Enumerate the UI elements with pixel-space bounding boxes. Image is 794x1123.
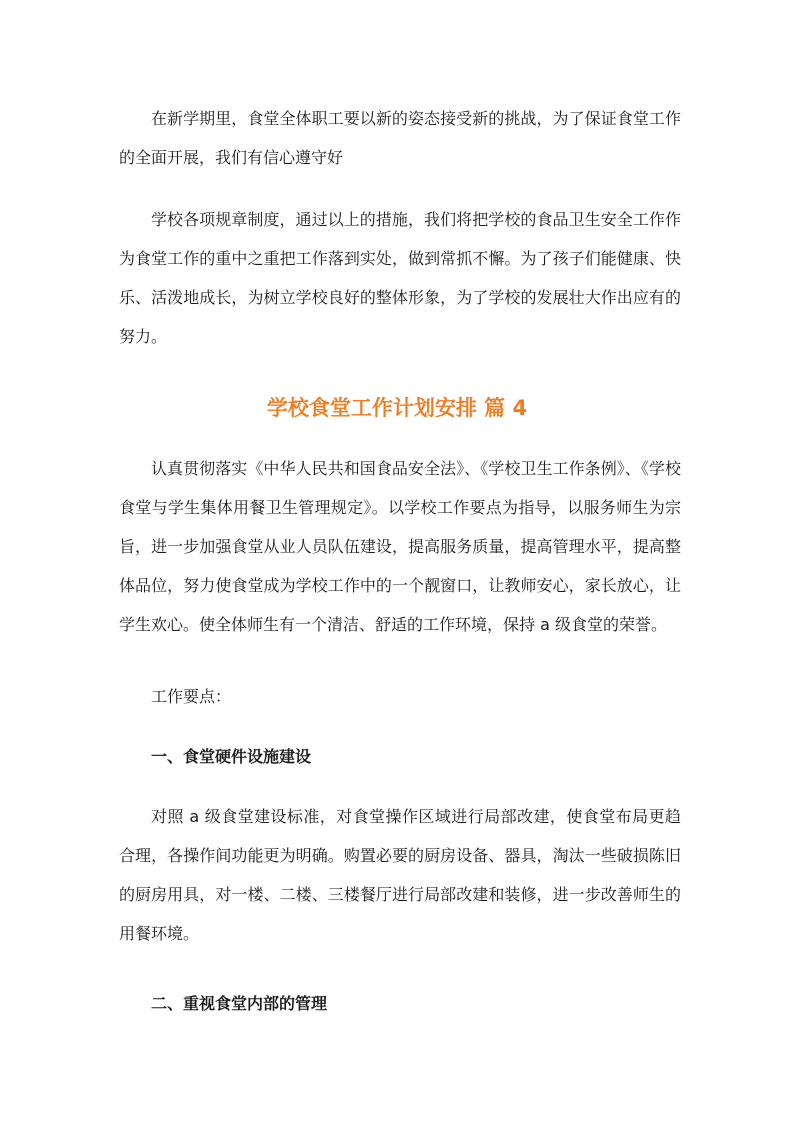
subheading-internal-management: 二、重视食堂内部的管理 — [151, 994, 328, 1013]
subheading-hardware: 一、食堂硬件设施建设 — [151, 747, 312, 766]
paragraph-work-points: 工作要点： — [151, 687, 232, 706]
section-heading: 学校食堂工作计划安排 篇 4 — [266, 396, 528, 420]
paragraph-implementation: 认真贯彻落实《中华人民共和国食品安全法》、《学校卫生工作条例》、《学校食堂与学生集体用餐卫生管理规定》。以学校工作要点为指导，以服务师生为宗旨，进一步加强食堂从业人员队伍建设，提高服务质量，提高管理水平，提高整体品位，努力使食堂成为学校工作中的一个靓窗口，让教师安心，家长放心，让学生欢心。使全体师生有一个清洁、舒适的工作环境，保持 a 级食堂的荣誉。 — [119, 459, 681, 634]
paragraph-school-rules: 学校各项规章制度，通过以上的措施，我们将把学校的食品卫生安全工作作为食堂工作的重中之重把工作落到实处，做到常抓不懈。为了孩子们能健康、快乐、活泼地成长，为树立学校良好的整体形象，为了学校的发展壮大作出应有的努力。 — [119, 210, 681, 346]
paragraph-hardware-details: 对照 a 级食堂建设标准，对食堂操作区域进行局部改建，使食堂布局更趋合理，各操作间功能更为明确。购置必要的厨房设备、器具，淘汰一些破损陈旧的厨房用具，对一楼、二楼、三楼餐厅进行局部改建和装修，进一步改善师生的用餐环境。 — [119, 807, 681, 943]
paragraph-new-semester: 在新学期里，食堂全体职工要以新的姿态接受新的挑战，为了保证食堂工作的全面开展，我们有信心遵守好 — [119, 109, 681, 167]
